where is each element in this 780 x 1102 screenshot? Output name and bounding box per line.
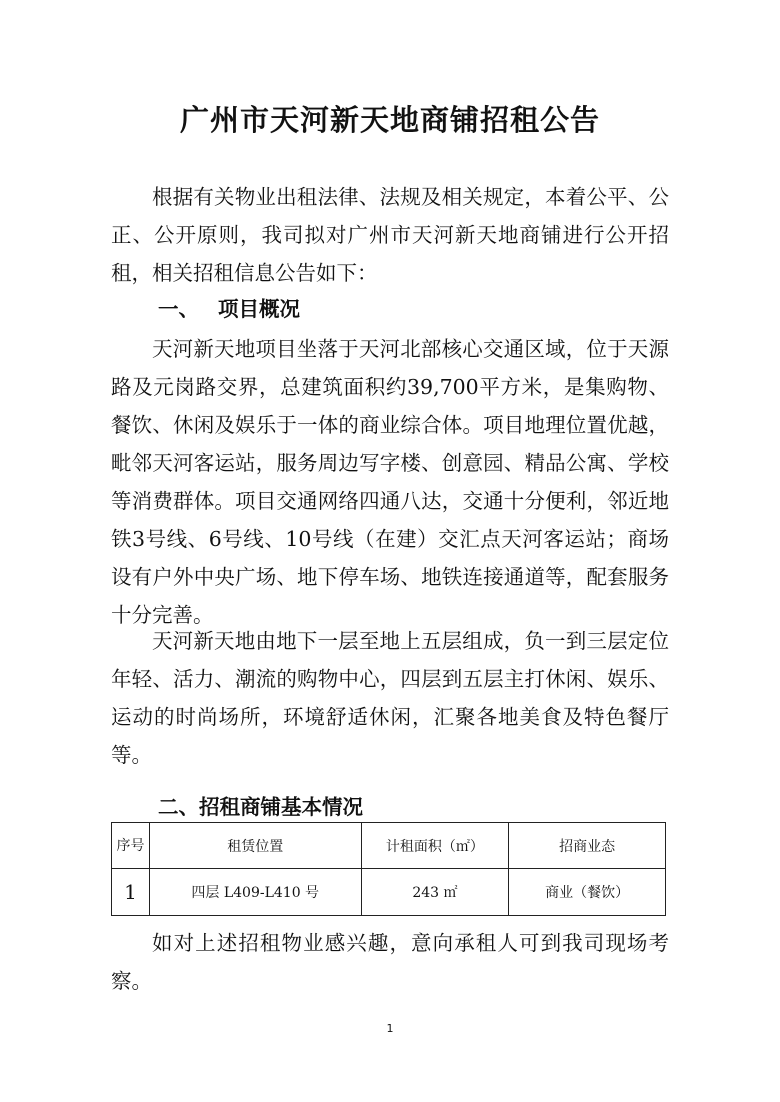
project-overview-paragraph: 天河新天地项目坐落于天河北部核心交通区域，位于天源路及元岗路交界，总建筑面积约39,700平方米，是集购物、餐饮、休闲及娱乐于一体的商业综合体。项目地理位置优越，毗邻天河客运站，服务周边写字楼、创意园、精品公寓、学校等消费群体。项目交通网络四通八达，交通十分便利，邻近地铁3号线、6号线、10号线（在建）交汇点天河客运站；商场设有户外中央广场、地下停车场、地铁连接通道等，配套服务十分完善。 xyxy=(111,337,669,627)
section-1-number: 一、 xyxy=(158,297,199,321)
cell-index: 1 xyxy=(112,869,150,916)
closing-paragraph: 如对上述招租物业感兴趣，意向承租人可到我司现场考察。 xyxy=(111,931,669,993)
header-business-type: 招商业态 xyxy=(509,823,666,869)
header-area: 计租面积（㎡） xyxy=(361,823,509,869)
header-location: 租赁位置 xyxy=(149,823,361,869)
intro-paragraph: 根据有关物业出租法律、法规及相关规定，本着公平、公正、公开原则，我司拟对广州市天河新天地商铺进行公开招租，相关招租信息公告如下： xyxy=(111,185,669,285)
cell-business-type: 商业（餐饮） xyxy=(509,869,666,916)
header-index: 序号 xyxy=(112,823,150,869)
lease-table xyxy=(111,822,666,916)
page-number: 1 xyxy=(386,1022,394,1035)
section-1-heading xyxy=(158,292,300,322)
table-row xyxy=(112,869,666,916)
page-title: 广州市天河新天地商铺招租公告 xyxy=(179,103,600,137)
table-header-row xyxy=(112,823,666,869)
section-2-heading: 二、招租商铺基本情况 xyxy=(158,795,363,819)
project-layout-paragraph: 天河新天地由地下一层至地上五层组成，负一到三层定位年轻、活力、潮流的购物中心，四层到五层主打休闲、娱乐、运动的时尚场所，环境舒适休闲，汇聚各地美食及特色餐厅等。 xyxy=(111,629,669,767)
cell-location: 四层 L409-L410 号 xyxy=(149,869,361,916)
cell-area: 243 ㎡ xyxy=(361,869,509,916)
section-1-title: 项目概况 xyxy=(218,297,300,321)
